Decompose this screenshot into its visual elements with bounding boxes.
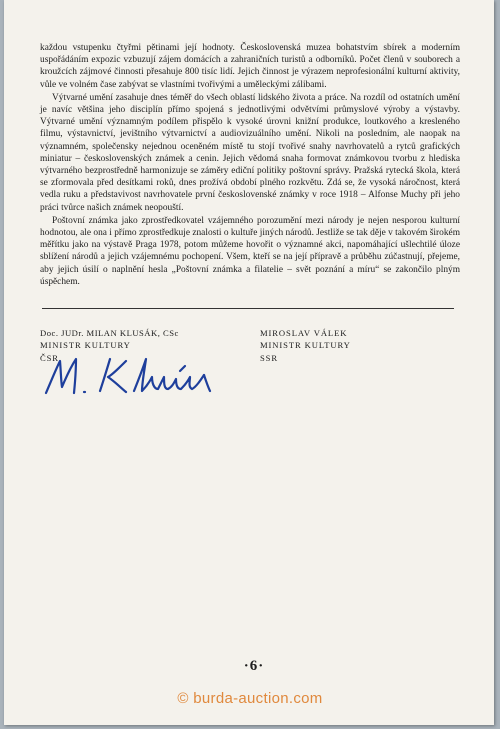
- watermark-text: © burda-auction.com: [177, 690, 323, 707]
- paragraph-2: Výtvarné umění zasahuje dnes téměř do všech oblastí lidského života a práce. Na rozdíl od ostatních umění je navíc většina jeho disciplín přímo spojená s jednotlivými odvětvími průmyslové výroby a výstavby. Výtvarné umění významným podílem přispělo k vysoké úrovni knižní produkce, loutkového a kresleného filmu, výstavnictví, jevištního výtvarnictví a audiovizuálního umění. Nikoli na posledním, ale naopak na významném, společensky nejednou oceněném místě tu stojí tvořivé snahy navrhovatelů a rytců grafických miniatur – československých známek a cenin. Jejich vědomá snaha formovat známkovou tvorbu z hlediska výtvarného bezprostředně harmonizuje se záměry ediční politiky poštovní správy. Pražská rytecká škola, která se zformovala před desítkami roků, dnes prožívá období plného rozkvětu. Zdá se, že vysoká náročnost, která vedla ruku a představivost navrhovatele první československé známky v roce 1918 – Alfonse Muchy při jeho práci tvůrce našich známek neopouští.: [40, 92, 460, 213]
- document-page: [4, 0, 494, 725]
- signatory-right-title: MINISTR KULTURY: [260, 340, 351, 351]
- signatory-right: [260, 327, 351, 364]
- signatory-right-country: SSR: [260, 352, 278, 363]
- paragraph-1: každou vstupenku čtyřmi pětinami její hodnoty. Československá muzea bohatstvím sbírek a moderním uspořádáním expozic vzbuzují zájem domácích a zahraničních turistů a odborníků. Počet členů v souborech a kroužcích zájmové činnosti přesahuje 800 tisíc lidí. Jejich činnost je výrazem neprofesionální kulturní aktivity, vůle ve volném čase zabývat se vlastními tvořivými a uměleckými zálibami.: [40, 43, 460, 90]
- signatory-right-name: MIROSLAV VÁLEK: [260, 328, 348, 338]
- signatory-left-country: ČSR: [40, 352, 59, 363]
- handwritten-signature: [34, 335, 224, 405]
- divider-line: [42, 308, 454, 309]
- signatory-left-name: Doc. JUDr. MILAN KLUSÁK, CSc: [40, 328, 179, 338]
- body-text: [40, 42, 460, 289]
- signatory-left-title: MINISTR KULTURY: [40, 340, 131, 351]
- paragraph-3: Poštovní známka jako zprostředkovatel vzájemného porozumění mezi národy je nejen nesporou kulturní hodnotou, ale ona i přímo zprostředkuje znalosti o kultuře jiných národů. Jestliže se tak děje v takovém širokém měřítku jako na výstavě Praga 1978, potom můžeme hovořit o významné akci, napomáhající ušlechtilé úloze sblížení národů a jejich vzájemnému pochopení. Všem, kteří se na její přípravě a průběhu zúčastnují, přejeme, aby jejich úsilí o naplnění hesla „Poštovní známka a filatelie – svět poznání a míru“ se zakončilo plným úspěchem.: [40, 215, 460, 287]
- page-number: ·6·: [243, 658, 265, 674]
